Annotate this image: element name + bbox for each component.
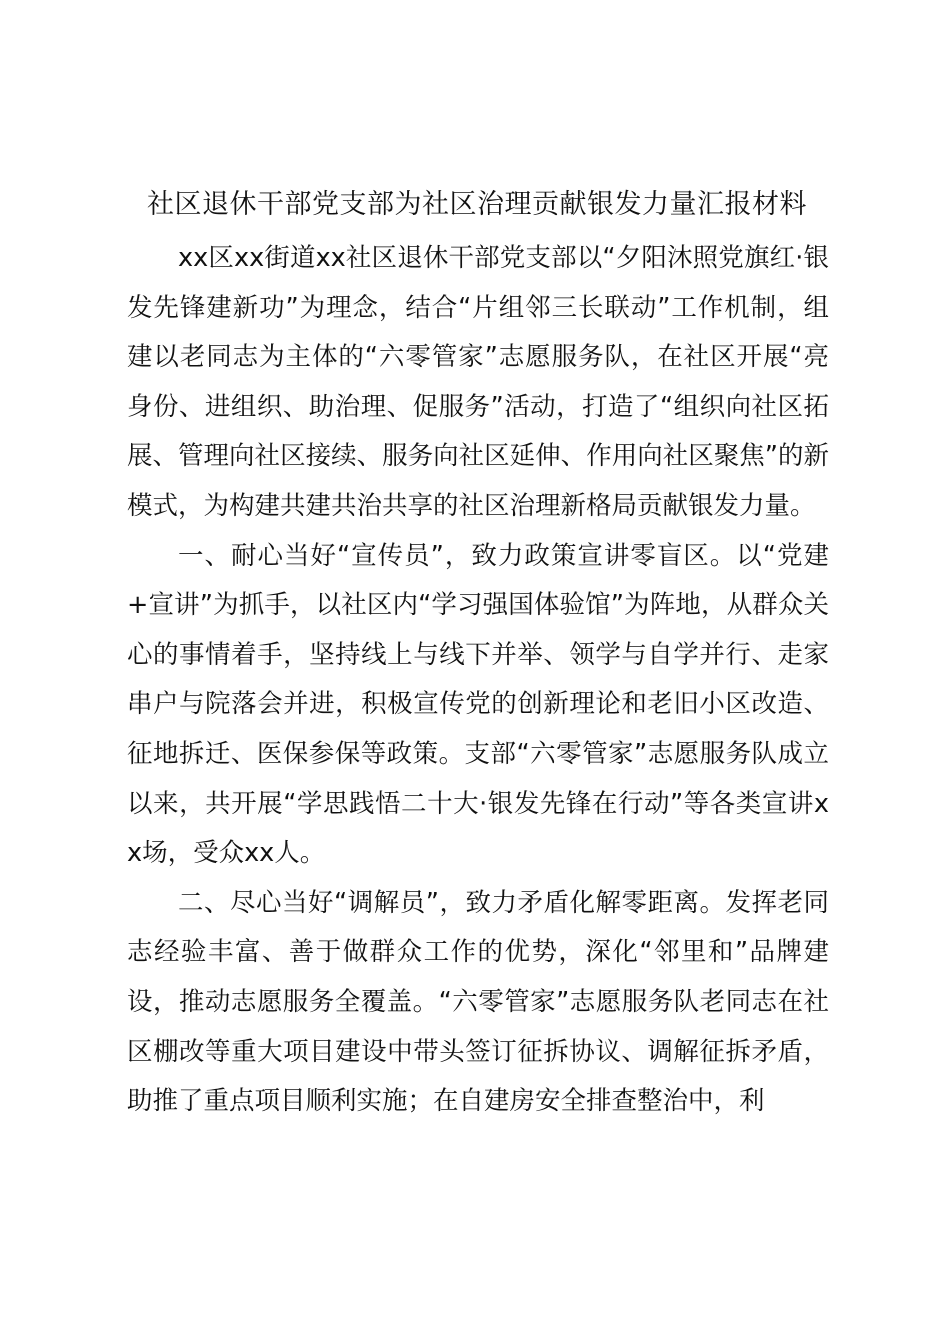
- paragraph-section-one: 一、耐心当好“宣传员”，致力政策宣讲零盲区。以“党建+宣讲”为抓手，以社区内“学习强国体验馆”为阵地，从群众关心的事情着手，坚持线上与线下并举、领学与自学并行、走家串户与院落会并进，积极宣传党的创新理论和老旧小区改造、征地拆迁、医保参保等政策。支部“六零管家”志愿服务队成立以来，共开展“学思践悟二十大·银发先锋在行动”等各类宣讲xx场，受众xx人。: [127, 540, 829, 869]
- document-body: [127, 234, 829, 1127]
- paragraph-intro: xx区xx街道xx社区退休干部党支部以“夕阳沐照党旗红·银发先锋建新功”为理念，结合“片组邻三长联动”工作机制，组建以老同志为主体的“六零管家”志愿服务队，在社区开展“亮身份、进组织、助治理、促服务”活动，打造了“组织向社区拓展、管理向社区接续、服务向社区延伸、作用向社区聚焦”的新模式，为构建共建共治共享的社区治理新格局贡献银发力量。: [127, 243, 829, 521]
- paragraph-section-two: 二、尽心当好“调解员”，致力矛盾化解零距离。发挥老同志经验丰富、善于做群众工作的优势，深化“邻里和”品牌建设，推动志愿服务全覆盖。“六零管家”志愿服务队老同志在社区棚改等重大项目建设中带头签订征拆协议、调解征拆矛盾，助推了重点项目顺利实施；在自建房安全排查整治中，利: [127, 887, 829, 1117]
- document-title: 社区退休干部党支部为社区治理贡献银发力量汇报材料: [147, 189, 807, 220]
